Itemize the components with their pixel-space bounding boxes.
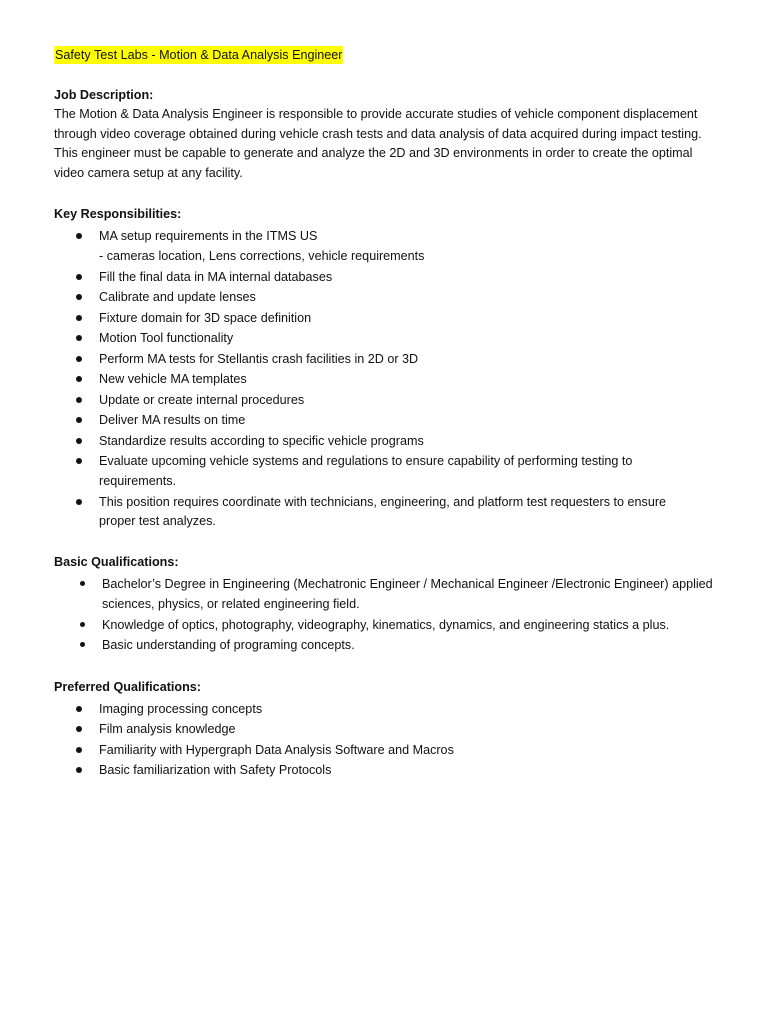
list-item-subtext: sciences, physics, or related engineering field.: [102, 596, 360, 611]
job-description-line: The Motion & Data Analysis Engineer is responsible to provide accurate studies of vehicle component displacement: [54, 107, 698, 121]
job-description-text: [54, 105, 734, 183]
list-item: [54, 287, 734, 308]
list-item: [54, 369, 734, 390]
job-description-heading: Job Description:: [54, 88, 154, 102]
bullet-icon: [76, 438, 82, 444]
document-page: [54, 46, 734, 781]
list-item-subtext: - cameras location, Lens corrections, vehicle requirements: [99, 248, 425, 263]
basic-qualifications-list: [54, 574, 734, 656]
document-title-row: [54, 46, 734, 64]
list-item-text: Imaging processing concepts: [99, 701, 263, 716]
list-item: [54, 431, 734, 452]
preferred-qualifications-heading: Preferred Qualifications:: [54, 679, 201, 694]
list-item: [54, 699, 734, 720]
bullet-icon: [76, 356, 82, 362]
key-responsibilities-list: [54, 226, 734, 531]
list-item-text: Basic understanding of programing concepts.: [102, 638, 355, 652]
bullet-icon: [76, 706, 82, 712]
list-item-text: Deliver MA results on time: [99, 413, 246, 427]
bullet-icon: [76, 458, 82, 464]
bullet-icon: [76, 499, 82, 505]
list-item: [54, 574, 734, 614]
job-description-line: video camera setup at any facility.: [54, 165, 243, 180]
bullet-icon: [76, 335, 82, 341]
list-item-text: Bachelor’s Degree in Engineering (Mechatronic Engineer / Mechanical Engineer /Electronic Engineer) applied: [102, 577, 713, 591]
list-item: [54, 328, 734, 349]
list-item-text: New vehicle MA templates: [99, 372, 247, 386]
list-item-subtext: requirements.: [99, 473, 176, 488]
job-description-section: [54, 86, 734, 183]
key-responsibilities-heading: Key Responsibilities:: [54, 207, 182, 221]
bullet-icon: [76, 726, 82, 732]
bullet-icon: [76, 376, 82, 382]
list-item: [54, 349, 734, 370]
bullet-icon: [80, 622, 85, 627]
list-item-text: Evaluate upcoming vehicle systems and regulations to ensure capability of performing testing to: [99, 454, 633, 468]
bullet-icon: [76, 294, 82, 300]
list-item-text: MA setup requirements in the ITMS US: [99, 229, 318, 243]
key-responsibilities-section: [54, 205, 734, 531]
list-item: [54, 760, 734, 781]
list-item-text: Standardize results according to specific vehicle programs: [99, 433, 424, 448]
list-item: [54, 719, 734, 740]
bullet-icon: [76, 397, 82, 403]
list-item: [54, 226, 734, 266]
list-item: [54, 451, 734, 491]
list-item-text: Perform MA tests for Stellantis crash facilities in 2D or 3D: [99, 351, 419, 366]
preferred-qualifications-list: [54, 699, 734, 781]
list-item-text: Motion Tool functionality: [99, 331, 234, 345]
preferred-qualifications-section: [54, 678, 734, 781]
list-item: [54, 410, 734, 431]
bullet-icon: [76, 233, 82, 239]
list-item-text: Knowledge of optics, photography, videography, kinematics, dynamics, and engineering statics a plus.: [102, 617, 670, 632]
bullet-icon: [76, 767, 82, 773]
list-item: [54, 492, 734, 532]
basic-qualifications-heading: Basic Qualifications:: [54, 555, 179, 569]
list-item-text: This position requires coordinate with technicians, engineering, and platform test requesters to ensure: [99, 494, 667, 509]
list-item-text: Update or create internal procedures: [99, 392, 305, 407]
list-item-text: Fill the final data in MA internal databases: [99, 269, 333, 284]
bullet-icon: [76, 315, 82, 321]
job-description-line: This engineer must be capable to generate and analyze the 2D and 3D environments in order to create the optimal: [54, 146, 693, 160]
list-item-text: Familiarity with Hypergraph Data Analysis Software and Macros: [99, 742, 454, 757]
list-item: [54, 635, 734, 656]
list-item: [54, 740, 734, 761]
bullet-icon: [76, 417, 82, 423]
bullet-icon: [76, 747, 82, 753]
list-item-text: Basic familiarization with Safety Protocols: [99, 763, 332, 777]
bullet-icon: [76, 274, 82, 280]
list-item-subtext: proper test analyzes.: [99, 514, 216, 528]
list-item: [54, 615, 734, 636]
basic-qualifications-section: [54, 553, 734, 656]
bullet-icon: [80, 642, 85, 647]
bullet-icon: [80, 581, 85, 586]
list-item: [54, 390, 734, 411]
document-title: Safety Test Labs - Motion & Data Analysis Engineer: [55, 48, 343, 62]
list-item: [54, 308, 734, 329]
list-item: [54, 267, 734, 288]
list-item-text: Fixture domain for 3D space definition: [99, 310, 312, 325]
list-item-text: Calibrate and update lenses: [99, 290, 256, 304]
list-item-text: Film analysis knowledge: [99, 722, 236, 736]
job-description-line: through video coverage obtained during vehicle crash tests and data analysis of data acquired during impact testing.: [54, 126, 702, 141]
